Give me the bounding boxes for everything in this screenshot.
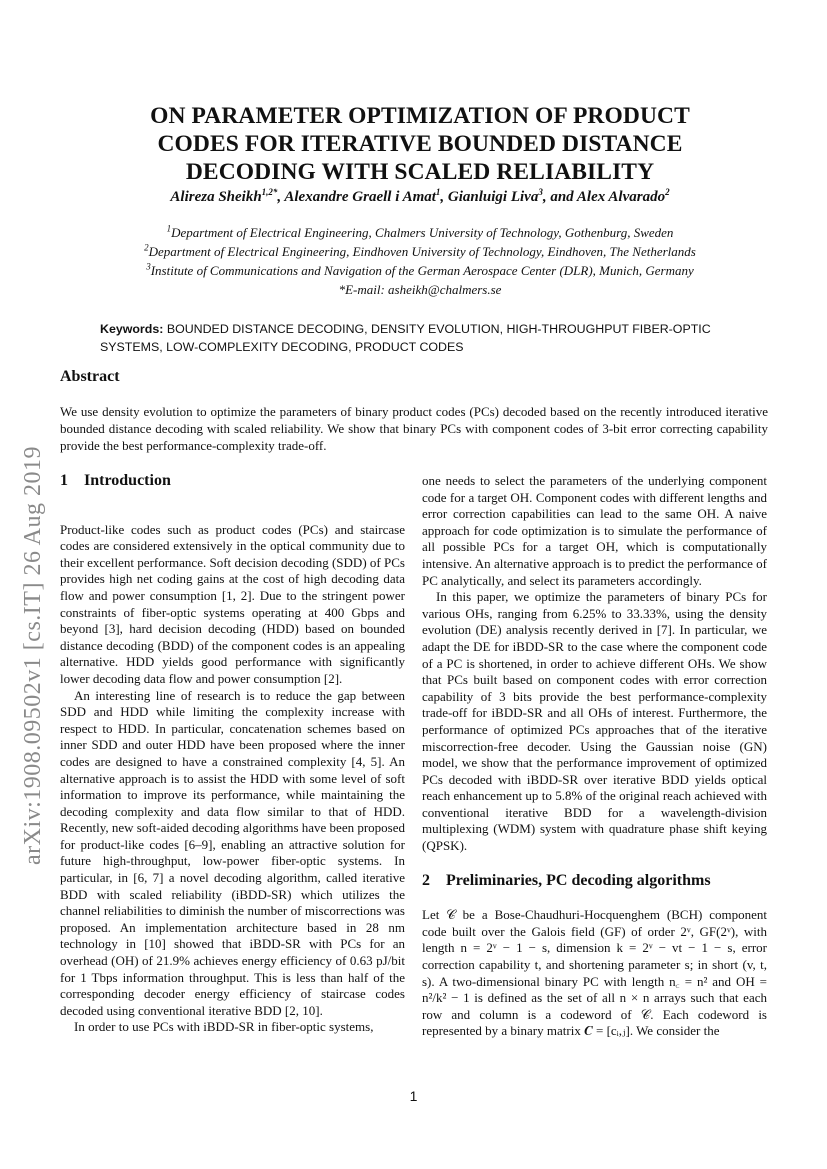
affiliations	[60, 223, 780, 299]
contact-email: *E-mail: asheikh@chalmers.se	[338, 282, 502, 297]
author-name: Alex Alvarado	[576, 189, 666, 205]
arxiv-identifier: arXiv:1908.09502v1 [cs.IT] 26 Aug 2019	[20, 446, 46, 865]
section-number: 1	[60, 472, 68, 489]
paragraph: Let 𝒞 be a Bose-Chaudhuri-Hocquenghem (BCH) component code built over the Galois field (GF) of order 2ᵛ, GF(2ᵛ), with length n = 2ᵛ − 1 − s, dimension k = 2ᵛ − vt − 1 − s, error correction capability t, and shortening parameter s; in short (v, t, s). A two-dimensional binary PC with length n꜀ = n² and OH = n²/k² − 1 is defined as the set of all n × n arrays such that each row and column is a codeword of 𝒞. Each codeword is represented by a binary matrix 𝑪 = [cᵢ,ⱼ]. We consider the	[422, 907, 767, 1039]
keywords-label: Keywords:	[100, 322, 164, 336]
section-title: Preliminaries, PC decoding algorithms	[446, 871, 711, 889]
paragraph: one needs to select the parameters of the underlying component code for a target OH. Component codes with different lengths and error correction capabilities can lead to the same OH. A naive approach for code optimization is to simulate the performance of all possible PCs for a target OH, which is computationally intensive. An alternative approach is to predict the performance of PC analytically, and select its parameters accordingly.	[422, 473, 767, 588]
keywords-text: BOUNDED DISTANCE DECODING, DENSITY EVOLUTION, HIGH-THROUGHPUT FIBER-OPTIC SYSTEMS, LOW-COMPLEXITY DECODING, PRODUCT CODES	[100, 322, 711, 354]
author-name: Gianluigi Liva	[447, 189, 539, 205]
section-title: Introduction	[84, 472, 171, 489]
abstract-text: We use density evolution to optimize the parameters of binary product codes (PCs) decoded based on the recently introduced iterative bounded distance decoding with scaled reliability. We show that binary PCs with component codes of 3-bit error correcting capability provide the best performance-complexity trade-off.	[60, 404, 768, 453]
paragraph: Product-like codes such as product codes (PCs) and staircase codes are considered extensively in the optical community due to their excellent performance. Soft decision decoding (SDD) of PCs provides high net coding gains at the cost of high decoding data flow and power consumption [1, 2]. Due to the stringent power constraints of fiber-optic systems operating at 400 Gbps and beyond [3], hard decision decoding (HDD) based on bounded distance decoding (BDD) of the component codes is an appealing alternative. HDD yields good performance with significantly lower decoding data flow and power consumption [2].	[60, 521, 405, 686]
author-separator: ,	[277, 189, 285, 205]
affiliation-text: Department of Electrical Engineering, Chalmers University of Technology, Gothenburg, Sweden	[171, 225, 674, 240]
author-name: Alireza Sheikh	[170, 189, 262, 205]
section-number: 2	[422, 871, 430, 889]
right-column	[422, 473, 767, 1040]
author-affiliation-mark: 2	[665, 187, 670, 197]
affiliation-line	[60, 242, 780, 261]
affiliation-mark: 2	[144, 242, 149, 253]
author-affiliation-mark: 1,2*	[261, 187, 278, 197]
author-affiliation-mark: 3	[538, 187, 543, 197]
affiliation-line	[60, 223, 780, 242]
abstract-heading: Abstract	[60, 368, 120, 385]
author-separator: , and	[542, 189, 577, 205]
author-list	[70, 189, 770, 206]
author-separator: ,	[440, 189, 448, 205]
left-column	[60, 473, 405, 1036]
affiliation-text: Institute of Communications and Navigation of the German Aerospace Center (DLR), Munich, Germany	[150, 263, 694, 278]
paper-title	[70, 102, 770, 186]
title-line: CODES FOR ITERATIVE BOUNDED DISTANCE	[157, 131, 683, 157]
affiliation-mark: 1	[166, 223, 172, 234]
section-heading-preliminaries	[422, 873, 767, 890]
keywords-block	[100, 320, 740, 356]
author-name: Alexandre Graell i Amat	[284, 189, 436, 205]
affiliation-line	[60, 261, 780, 280]
author-affiliation-mark: 1	[435, 187, 441, 197]
section-heading-introduction	[60, 473, 405, 490]
affiliation-text: Department of Electrical Engineering, Eindhoven University of Technology, Eindhoven, The Netherlands	[148, 244, 696, 259]
title-line: ON PARAMETER OPTIMIZATION OF PRODUCT	[150, 103, 690, 129]
title-line: DECODING WITH SCALED RELIABILITY	[185, 159, 655, 185]
paragraph: In order to use PCs with iBDD-SR in fiber-optic systems,	[74, 1019, 374, 1035]
paragraph: In this paper, we optimize the parameters of binary PCs for various OHs, ranging from 6.25% to 33.33%, using the density evolution (DE) analysis recently derived in [7]. In particular, we adapt the DE for iBDD-SR to the case where the component code of a PC is shortened, in order to achieve different OHs. We show that PCs built based on component codes with error correction capability of 3 bits provide the best performance-complexity trade-off for iBDD-SR and all OHs of interest. Furthermore, the performance of optimized PCs approaches that of the iterative miscorrection-free decoder. Using the Gaussian noise (GN) model, we show that the performance improvement of optimized PCs decoded with iBDD-SR over iterative BDD yields optical reach enhancement up to 5.8% of the original reach achieved with conventional iterative BDD for a wavelength-division multiplexing (WDM) system with quadrature phase shift keying (QPSK).	[422, 589, 767, 854]
affiliation-mark: 3	[146, 261, 151, 272]
page-number: 1	[409, 1088, 418, 1104]
paragraph: An interesting line of research is to reduce the gap between SDD and HDD while limiting the complexity increase with respect to HDD. In particular, concatenation schemes based on inner SDD and outer HDD have been proposed where the inner codes are designed to have a constrained complexity [4, 5]. An alternative approach is to assist the HDD with some level of soft information to improve its performance, while maintaining the decoding complexity and data flow similar to that of HDD. Recently, new soft-aided decoding algorithms have been proposed for product-like codes [6–9], enabling an attractive solution for future high-throughput, low-power fiber-optic systems. In particular, in [6, 7] a novel decoding algorithm, called iterative BDD with scaled reliability (iBDD-SR) which utilizes the channel reliabilities to diminish the number of miscorrections was proposed. An implementation architecture based in 28 nm technology in [10] showed that iBDD-SR with PCs for an overhead (OH) of 21.9% achieves energy efficiency of 0.63 pJ/bit for 1 Tbps information throughput. This is less than half of the corresponding decoder energy efficiency of staircase codes decoded using conventional iterative BDD [2, 10].	[60, 687, 405, 1018]
